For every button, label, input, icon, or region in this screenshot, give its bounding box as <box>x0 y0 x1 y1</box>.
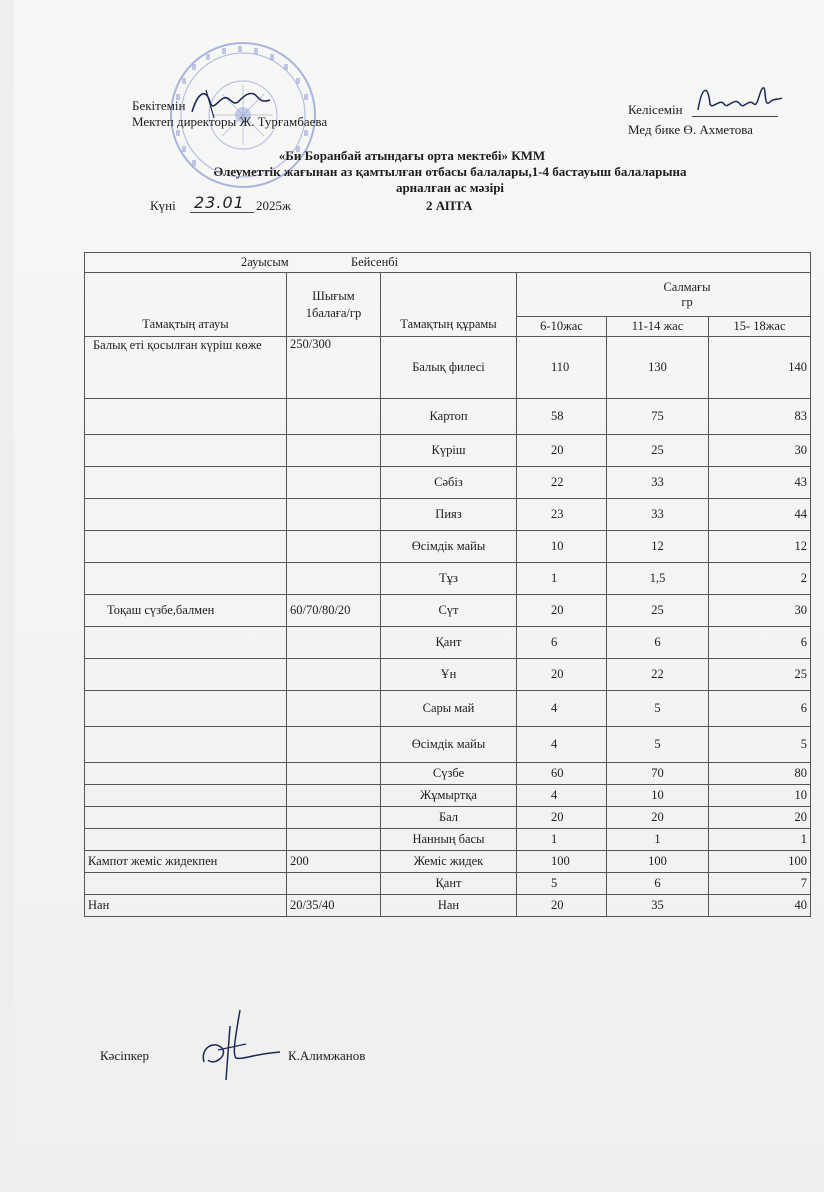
table-row <box>85 499 811 531</box>
table-row <box>85 595 811 627</box>
row-age3-cell: 7 <box>709 873 811 895</box>
row-composition-cell: Қант <box>381 873 517 895</box>
row-age3-cell: 20 <box>709 807 811 829</box>
row-age1-cell: 20 <box>517 595 607 627</box>
table-row <box>85 691 811 727</box>
row-output-cell <box>287 399 381 435</box>
row-age2-cell: 6 <box>607 627 709 659</box>
row-name-cell <box>85 399 287 435</box>
title-line-2: арналған ас мәзірі <box>395 180 505 195</box>
row-composition-cell: Сары май <box>381 691 517 727</box>
row-age1-cell: 1 <box>517 563 607 595</box>
row-name-cell <box>85 659 287 691</box>
row-composition-cell: Өсімдік майы <box>381 727 517 763</box>
row-age2-cell: 20 <box>607 807 709 829</box>
row-age3-cell: 100 <box>709 851 811 873</box>
row-name-cell <box>85 531 287 563</box>
row-name-cell <box>85 435 287 467</box>
row-composition-cell: Балық филесі <box>381 337 517 399</box>
row-age2-cell: 22 <box>607 659 709 691</box>
row-age1-cell: 1 <box>517 829 607 851</box>
row-age1-cell: 5 <box>517 873 607 895</box>
header-age-11-14: 11-14 жас <box>607 317 709 337</box>
header-age-15-18: 15- 18жас <box>709 317 811 337</box>
row-composition-cell: Жеміс жидек <box>381 851 517 873</box>
table-row <box>85 829 811 851</box>
approve-label: Бекітемін <box>132 98 186 113</box>
row-age1-cell: 20 <box>517 659 607 691</box>
row-composition-cell: Картоп <box>381 399 517 435</box>
row-age3-cell: 25 <box>709 659 811 691</box>
header-composition: Тамақтың құрамы <box>381 273 517 337</box>
row-age3-cell: 1 <box>709 829 811 851</box>
row-age2-cell: 1 <box>607 829 709 851</box>
row-name-cell: Кампот жеміс жидекпен <box>85 851 287 873</box>
row-name-cell <box>85 807 287 829</box>
row-composition-cell: Сүт <box>381 595 517 627</box>
row-age2-cell: 33 <box>607 467 709 499</box>
row-output-cell <box>287 785 381 807</box>
row-composition-cell: Ұн <box>381 659 517 691</box>
row-age1-cell: 6 <box>517 627 607 659</box>
footer-role: Кәсіпкер <box>100 1048 150 1063</box>
row-composition-cell: Қант <box>381 627 517 659</box>
table-row <box>85 895 811 917</box>
header-row-1 <box>85 273 811 317</box>
table-row <box>85 435 811 467</box>
row-age1-cell: 100 <box>517 851 607 873</box>
row-age1-cell: 110 <box>517 337 607 399</box>
row-composition-cell: Өсімдік майы <box>381 531 517 563</box>
header-age-6-10: 6-10жас <box>517 317 607 337</box>
row-output-cell: 20/35/40 <box>287 895 381 917</box>
school-name: «Би Боранбай атындағы орта мектебі» КММ <box>278 148 546 163</box>
date-year: 2025ж <box>256 198 291 213</box>
row-output-cell <box>287 659 381 691</box>
table-row <box>85 727 811 763</box>
header-name: Тамақтың атауы <box>85 273 287 337</box>
row-composition-cell: Бал <box>381 807 517 829</box>
row-age3-cell: 40 <box>709 895 811 917</box>
row-age3-cell: 12 <box>709 531 811 563</box>
table-row <box>85 399 811 435</box>
row-age3-cell: 6 <box>709 627 811 659</box>
table-row <box>85 531 811 563</box>
row-age2-cell: 12 <box>607 531 709 563</box>
header-weight-label: Салмағы <box>663 279 711 294</box>
row-name-cell <box>85 691 287 727</box>
row-age3-cell: 30 <box>709 595 811 627</box>
row-age1-cell: 20 <box>517 807 607 829</box>
row-age3-cell: 6 <box>709 691 811 727</box>
row-output-cell <box>287 691 381 727</box>
row-output-cell <box>287 563 381 595</box>
row-age2-cell: 10 <box>607 785 709 807</box>
row-name-cell <box>85 829 287 851</box>
row-age3-cell: 140 <box>709 337 811 399</box>
row-age2-cell: 70 <box>607 763 709 785</box>
row-name-cell: Тоқаш сүзбе,балмен <box>85 595 287 627</box>
menu-table <box>84 252 811 917</box>
title-line-1: Әлеуметтік жағынан аз қамтылған отбасы балалары,1-4 бастауыш балаларына <box>213 164 687 179</box>
row-name-cell <box>85 873 287 895</box>
row-output-cell <box>287 499 381 531</box>
row-age1-cell: 22 <box>517 467 607 499</box>
table-row <box>85 627 811 659</box>
row-output-cell <box>287 807 381 829</box>
table-row <box>85 851 811 873</box>
row-age2-cell: 25 <box>607 435 709 467</box>
week-label: 2 АПТА <box>426 198 473 213</box>
footer-person: К.Алимжанов <box>288 1048 366 1063</box>
row-age1-cell: 20 <box>517 435 607 467</box>
row-age2-cell: 35 <box>607 895 709 917</box>
date-underline <box>190 212 254 213</box>
row-output-cell <box>287 627 381 659</box>
table-row <box>85 563 811 595</box>
row-age1-cell: 58 <box>517 399 607 435</box>
agree-signature-line <box>692 116 778 117</box>
director-signature <box>188 82 274 122</box>
row-age1-cell: 10 <box>517 531 607 563</box>
row-age1-cell: 4 <box>517 727 607 763</box>
table-row <box>85 659 811 691</box>
agree-person: Мед бике Ө. Ахметова <box>628 122 753 137</box>
row-age2-cell: 75 <box>607 399 709 435</box>
row-output-cell: 200 <box>287 851 381 873</box>
row-output-cell <box>287 531 381 563</box>
row-age1-cell: 20 <box>517 895 607 917</box>
row-composition-cell: Жұмыртқа <box>381 785 517 807</box>
table-row <box>85 807 811 829</box>
header-weight-unit: гр <box>681 294 693 309</box>
row-composition-cell: Сүзбе <box>381 763 517 785</box>
row-age3-cell: 10 <box>709 785 811 807</box>
row-age1-cell: 4 <box>517 785 607 807</box>
row-output-cell: 250/300 <box>287 337 381 399</box>
row-name-cell <box>85 763 287 785</box>
row-composition-cell: Пияз <box>381 499 517 531</box>
nurse-signature <box>694 80 784 116</box>
row-age2-cell: 100 <box>607 851 709 873</box>
row-name-cell: Нан <box>85 895 287 917</box>
row-age3-cell: 44 <box>709 499 811 531</box>
row-age2-cell: 1,5 <box>607 563 709 595</box>
row-composition-cell: Сәбіз <box>381 467 517 499</box>
row-name-cell <box>85 467 287 499</box>
approve-person: Мектеп директоры Ж. Турғамбаева <box>132 114 328 129</box>
agree-label: Келісемін <box>628 102 683 117</box>
table-row <box>85 763 811 785</box>
row-output-cell: 60/70/80/20 <box>287 595 381 627</box>
row-name-cell <box>85 785 287 807</box>
row-age1-cell: 23 <box>517 499 607 531</box>
shift-row <box>85 253 811 273</box>
row-age2-cell: 33 <box>607 499 709 531</box>
table-row <box>85 873 811 895</box>
row-name-cell <box>85 727 287 763</box>
row-name-cell <box>85 627 287 659</box>
row-age2-cell: 5 <box>607 727 709 763</box>
row-age2-cell: 130 <box>607 337 709 399</box>
row-composition-cell: Күріш <box>381 435 517 467</box>
row-age3-cell: 80 <box>709 763 811 785</box>
table-row <box>85 467 811 499</box>
row-output-cell <box>287 763 381 785</box>
row-name-cell: Балық еті қосылған күріш көже <box>85 337 287 399</box>
row-output-cell <box>287 727 381 763</box>
row-output-cell <box>287 873 381 895</box>
entrepreneur-signature <box>196 1004 286 1084</box>
row-age2-cell: 5 <box>607 691 709 727</box>
row-composition-cell: Нан <box>381 895 517 917</box>
table-row <box>85 785 811 807</box>
row-name-cell <box>85 499 287 531</box>
row-age3-cell: 2 <box>709 563 811 595</box>
shift-label: 2ауысым <box>241 255 289 269</box>
row-output-cell <box>287 829 381 851</box>
menu-body <box>85 337 811 917</box>
row-age1-cell: 60 <box>517 763 607 785</box>
header-weight <box>517 273 811 317</box>
row-age2-cell: 25 <box>607 595 709 627</box>
row-age3-cell: 5 <box>709 727 811 763</box>
row-composition-cell: Тұз <box>381 563 517 595</box>
row-age3-cell: 43 <box>709 467 811 499</box>
table-row <box>85 337 811 399</box>
row-output-cell <box>287 435 381 467</box>
row-age3-cell: 30 <box>709 435 811 467</box>
row-age3-cell: 83 <box>709 399 811 435</box>
row-output-cell <box>287 467 381 499</box>
day-label: Бейсенбі <box>350 255 399 269</box>
row-age1-cell: 4 <box>517 691 607 727</box>
date-value: 23.01 <box>194 193 245 212</box>
row-age2-cell: 6 <box>607 873 709 895</box>
header-output: Шығым 1балаға/гр <box>287 273 381 337</box>
row-composition-cell: Нанның басы <box>381 829 517 851</box>
row-name-cell <box>85 563 287 595</box>
date-label: Күні <box>150 198 176 213</box>
